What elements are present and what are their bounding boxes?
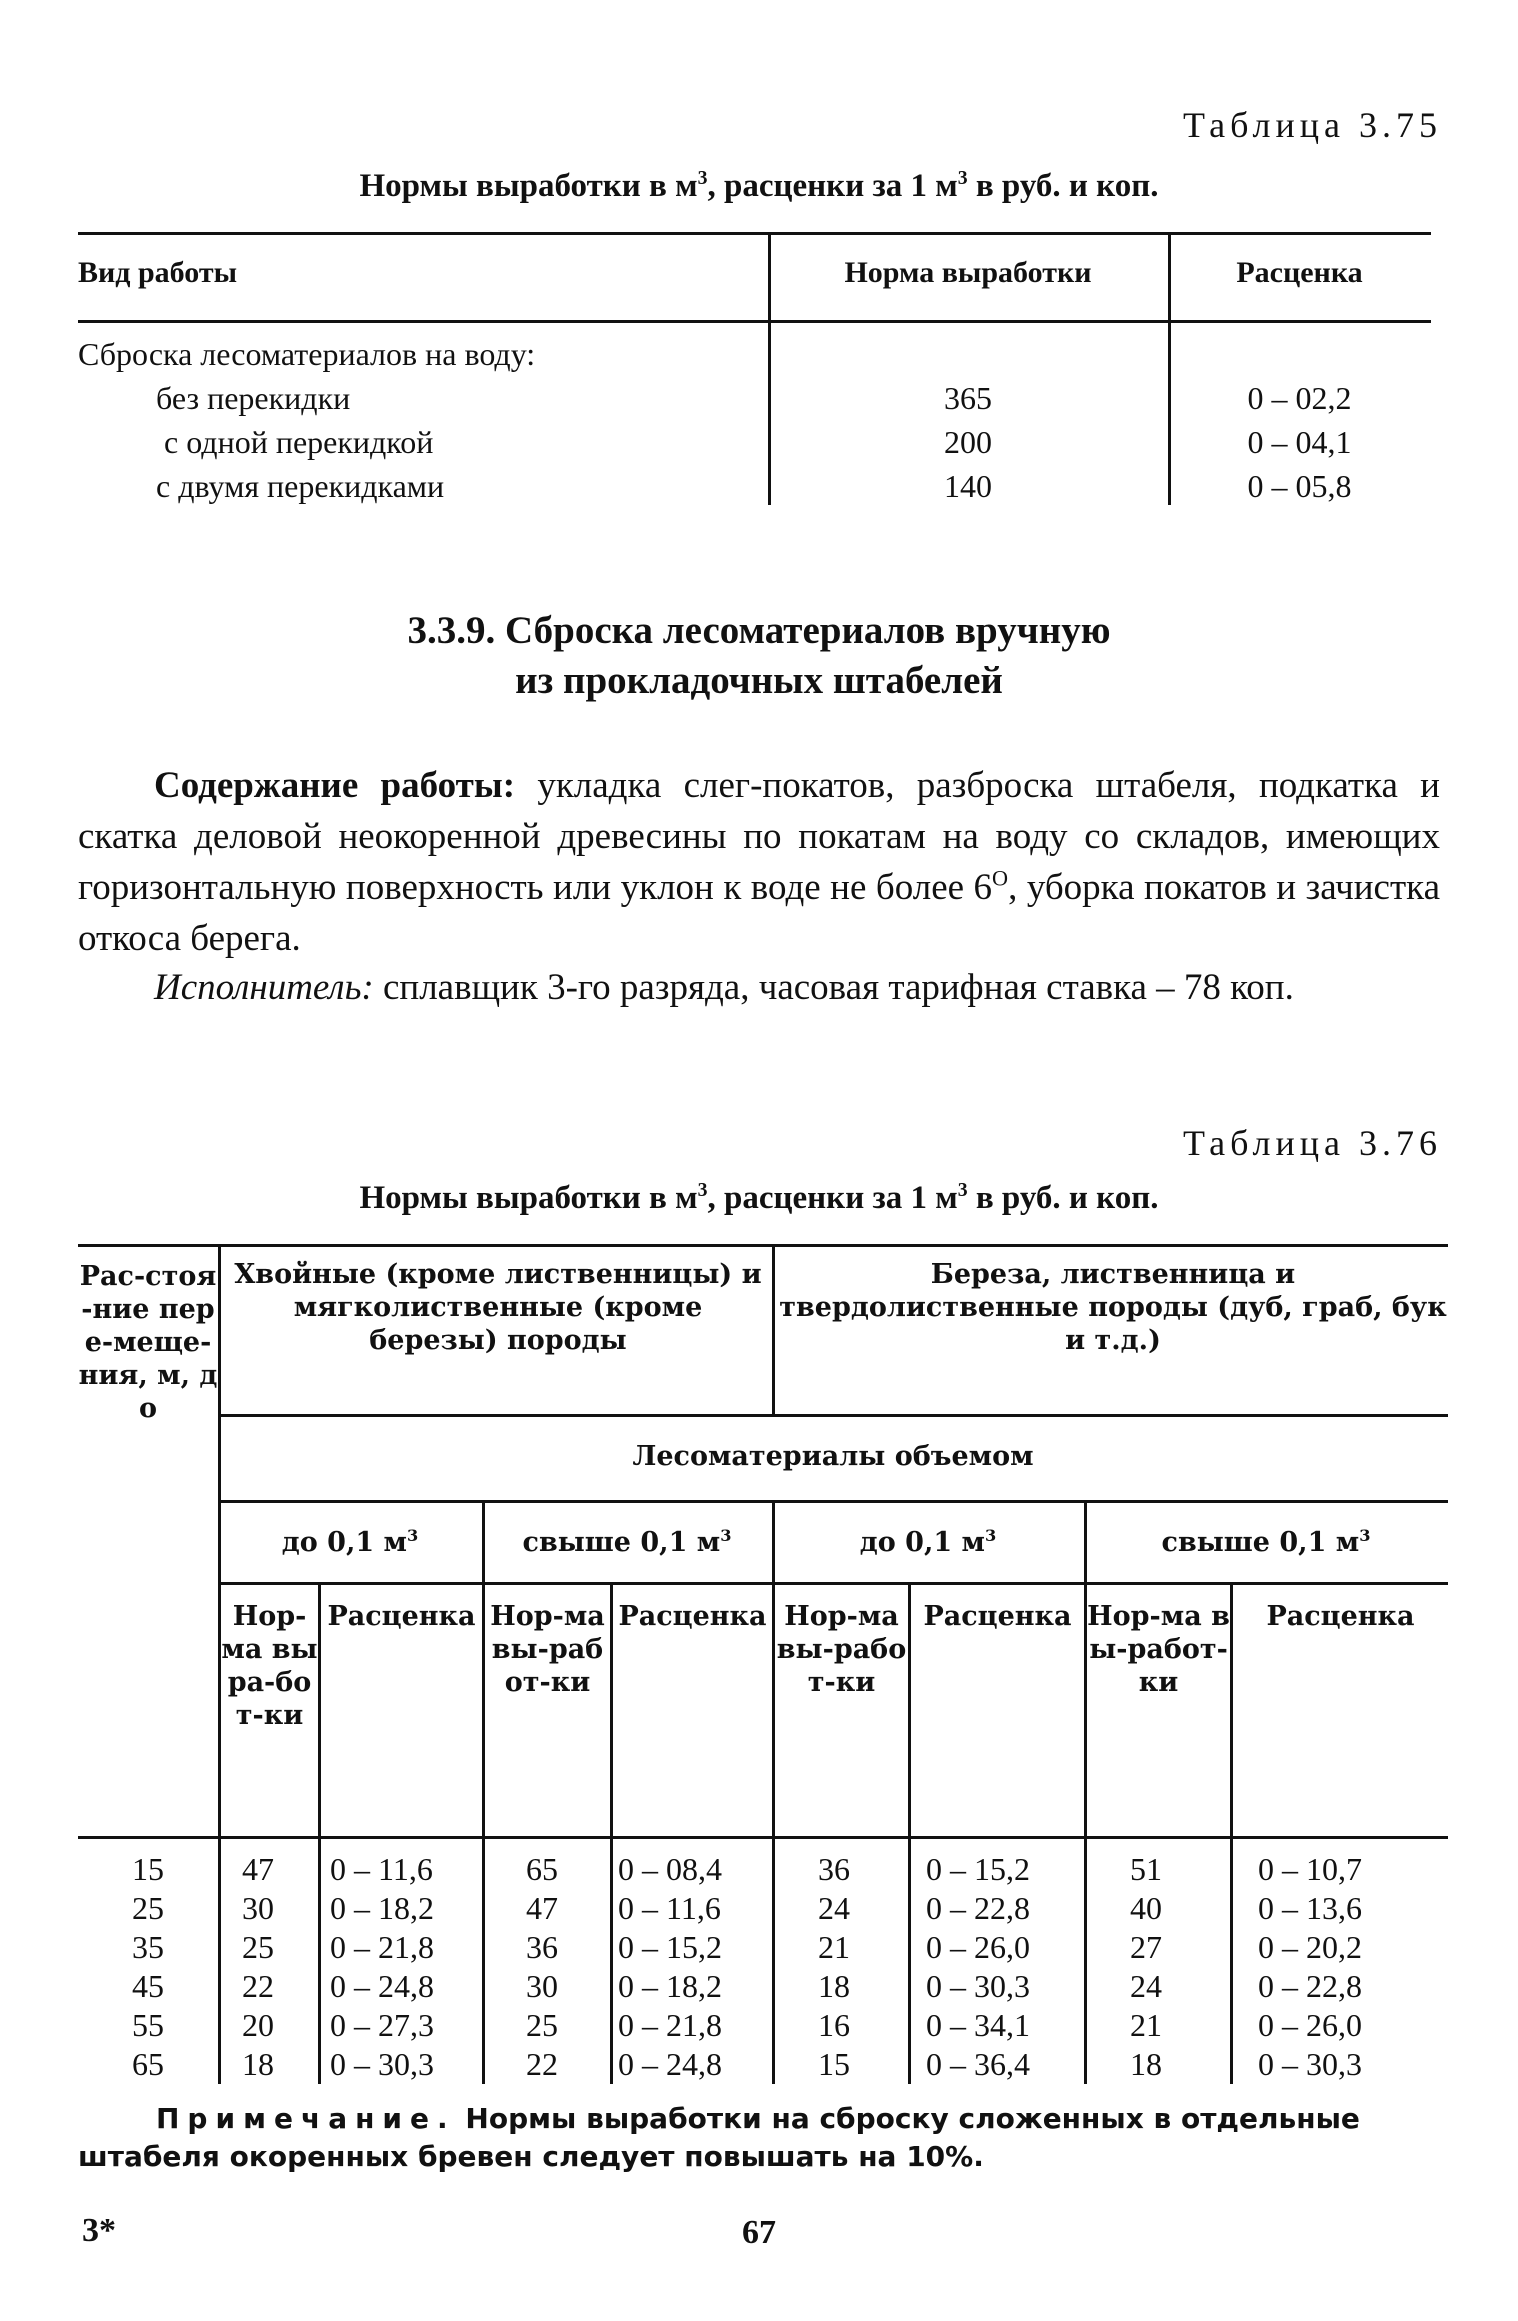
header-work-type: Вид работы [78, 256, 238, 289]
header-c1-price: Расценка [327, 1601, 476, 1632]
column-c2-norm: 65 47 36 30 25 22 [526, 1851, 558, 2082]
column-c4-norm: 51 40 27 24 21 18 [1130, 1851, 1162, 2082]
column-c3-norm: 36 24 21 18 16 15 [818, 1851, 850, 2082]
signature-mark: 3* [82, 2212, 116, 2249]
table-note: Примечание. Нормы выработки на сброску сложенных в отдельные штабеля окоренных бревен следует повышать на 10%. [78, 2102, 1360, 2173]
page-number: 67 [742, 2214, 776, 2251]
header-c3-norm: Нор-ма вы-работ-ки [776, 1601, 907, 1698]
norm-row-3: 140 [944, 468, 992, 504]
norm-row-2: 200 [944, 424, 992, 460]
header-group-softwood: Хвойные (кроме лиственницы) и мягколиственные (кроме березы) породы [234, 1259, 762, 1356]
section-title: 3.3.9. Сброска лесоматериалов вручную из прокладочных штабелей [407, 609, 1111, 702]
table-3-75-title: Нормы выработки в $м^3$, расценки за 1 $м^3$ в руб. и коп. [359, 167, 1159, 204]
header-price: Расценка [1236, 256, 1363, 289]
table-3-76-label: Таблица 3.76 [1183, 1123, 1442, 1163]
work-row-2: с одной перекидкой [164, 424, 434, 460]
header-c2-norm: Нор-ма вы-работ-ки [490, 1601, 605, 1698]
norm-row-1: 365 [944, 380, 992, 416]
work-content-paragraph: Содержание работы: укладка слег-покатов, разброска штабеля, подкатка и скатка деловой неокоренной древесины по покатам на воду со складов, имеющих горизонтальную поверхность или уклон к воде не более $6^О$, уборка покатов и зачистка откоса берега. [78, 765, 1440, 959]
header-c4-norm: Нор-ма вы-работ-ки [1087, 1601, 1230, 1698]
group-label: Сброска лесоматериалов на воду: [78, 336, 536, 372]
header-norm: Норма выработки [844, 256, 1092, 289]
column-c3-price: 0 – 15,2 0 – 22,8 0 – 26,0 0 – 30,3 0 – 34,1 0 – 36,4 [926, 1851, 1030, 2082]
table-3-76 [78, 1244, 1448, 2084]
table-3-76-title: Нормы выработки в $м^3$, расценки за 1 $м^3$ в руб. и коп. [359, 1179, 1159, 1216]
header-group-hardwood: Береза, лиственница и твердолиственные породы (дуб, граб, бук и т.д.) [779, 1259, 1447, 1356]
price-row-3: 0 – 05,8 [1247, 468, 1352, 504]
header-c2-price: Расценка [618, 1601, 767, 1632]
header-c4-price: Расценка [1266, 1601, 1415, 1632]
executor-paragraph: Исполнитель: сплавщик 3-го разряда, часовая тарифная ставка – 78 коп. [154, 967, 1294, 1008]
column-distance: 15 25 35 45 55 65 [132, 1851, 164, 2082]
column-c1-norm: 47 30 25 22 20 18 [242, 1851, 274, 2082]
column-c2-price: 0 – 08,4 0 – 11,6 0 – 15,2 0 – 18,2 0 – 21,8 0 – 24,8 [618, 1851, 722, 2082]
header-volume: Лесоматериалы объемом [632, 1441, 1034, 1472]
header-c1-norm: Нор-ма выра-бот-ки [221, 1601, 318, 1731]
header-c2-volume: свыше 0,1 $м^3$ [522, 1526, 732, 1558]
column-c4-price: 0 – 10,7 0 – 13,6 0 – 20,2 0 – 22,8 0 – 26,0 0 – 30,3 [1258, 1851, 1362, 2082]
header-c4-volume: свыше 0,1 $м^3$ [1161, 1526, 1371, 1558]
header-c3-price: Расценка [923, 1601, 1072, 1632]
header-distance: Рас-стоя-ние пере-меще-ния, м, до [78, 1261, 218, 1424]
table-3-75-label: Таблица 3.75 [1183, 105, 1442, 145]
work-row-1: без перекидки [156, 380, 351, 416]
header-c3-volume: до 0,1 $м^3$ [859, 1526, 997, 1558]
column-c1-price: 0 – 11,6 0 – 18,2 0 – 21,8 0 – 24,8 0 – 27,3 0 – 30,3 [330, 1851, 434, 2082]
work-row-3: с двумя перекидками [156, 468, 445, 504]
header-c1-volume: до 0,1 $м^3$ [281, 1526, 419, 1558]
price-row-2: 0 – 04,1 [1247, 424, 1352, 460]
price-row-1: 0 – 02,2 [1247, 380, 1352, 416]
